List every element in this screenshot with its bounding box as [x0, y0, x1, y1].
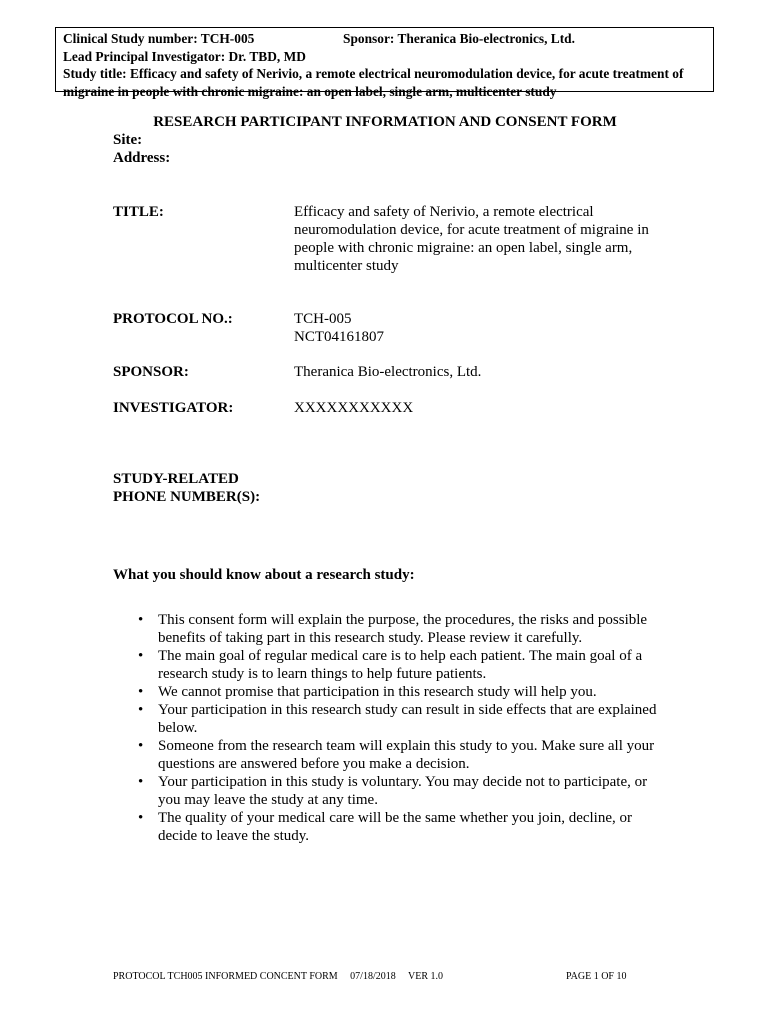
bullet-item [113, 737, 658, 773]
protocol-nct-number: NCT04161807 [294, 329, 384, 345]
bullet-dot-icon: • [138, 612, 144, 628]
bullet-dot-icon: • [138, 702, 144, 718]
study-title-line-1: Study title: Efficacy and safety of Nerivio, a remote electrical neuromodulation device, for acute treatment of [63, 66, 684, 81]
study-number: Clinical Study number: TCH-005 [63, 31, 255, 46]
bullet-dot-icon: • [138, 684, 144, 700]
bullet-item [113, 647, 658, 683]
site-label: Site: [113, 132, 143, 148]
bullet-item [113, 683, 658, 701]
bullet-item [113, 611, 658, 647]
title-label: TITLE: [113, 204, 164, 220]
sponsor-label: SPONSOR: [113, 364, 189, 380]
bullet-text: Someone from the research team will explain this study to you. Make sure all your questions are answered before you make a decision. [158, 738, 655, 772]
footer-protocol-text: PROTOCOL TCH005 INFORMED CONCENT FORM 07/18/2018 VER 1.0 [113, 971, 444, 982]
lead-principal-investigator: Lead Principal Investigator: Dr. TBD, MD [63, 48, 306, 64]
investigator-value: XXXXXXXXXXX [294, 400, 414, 416]
protocol-number: TCH-005 [294, 311, 352, 327]
bullet-text: Your participation in this research study can result in side effects that are explained below. [158, 702, 657, 736]
sponsor-value: Theranica Bio-electronics, Ltd. [294, 364, 482, 380]
bullet-dot-icon: • [138, 738, 144, 754]
bullet-text: The main goal of regular medical care is to help each patient. The main goal of a research study is to learn things to help future patients. [158, 648, 643, 682]
phone-label-line-1: STUDY-RELATED [113, 471, 239, 487]
investigator-label: INVESTIGATOR: [113, 400, 234, 416]
title-value: Efficacy and safety of Nerivio, a remote electrical neuromodulation device, for acute treatment of migraine in people with chronic migraine: an open label, single arm, multicenter study [294, 204, 649, 274]
bullet-text: Your participation in this study is voluntary. You may decide not to participate, or you may leave the study at any time. [158, 774, 648, 808]
address-label: Address: [113, 150, 171, 166]
protocol-label: PROTOCOL NO.: [113, 311, 233, 327]
bullet-item [113, 701, 658, 737]
bullet-list [113, 611, 658, 845]
bullet-item [113, 773, 658, 809]
study-header-box [55, 27, 714, 99]
document-title: RESEARCH PARTICIPANT INFORMATION AND CONSENT FORM [153, 114, 617, 130]
bullet-text: The quality of your medical care will be the same whether you join, decline, or decide to leave the study. [158, 810, 633, 844]
footer-protocol-info [113, 971, 443, 983]
header-line-1 [63, 30, 707, 48]
bullet-text: We cannot promise that participation in this research study will help you. [158, 684, 597, 700]
bullet-dot-icon: • [138, 810, 144, 826]
phone-label-line-2: PHONE NUMBER(S): [113, 489, 261, 505]
bullet-text: This consent form will explain the purpose, the procedures, the risks and possible benefits of taking part in this research study. Please review it carefully. [158, 612, 648, 646]
section-heading: What you should know about a research study: [113, 567, 415, 583]
header-sponsor: Sponsor: Theranica Bio-electronics, Ltd. [343, 31, 575, 46]
bullet-dot-icon: • [138, 774, 144, 790]
bullet-dot-icon: • [138, 648, 144, 664]
bullet-item [113, 809, 658, 845]
footer-page-number: PAGE 1 OF 10 [566, 971, 627, 982]
study-title-line-2: migraine in people with chronic migraine: an open label, single arm, multicenter study [63, 83, 557, 99]
